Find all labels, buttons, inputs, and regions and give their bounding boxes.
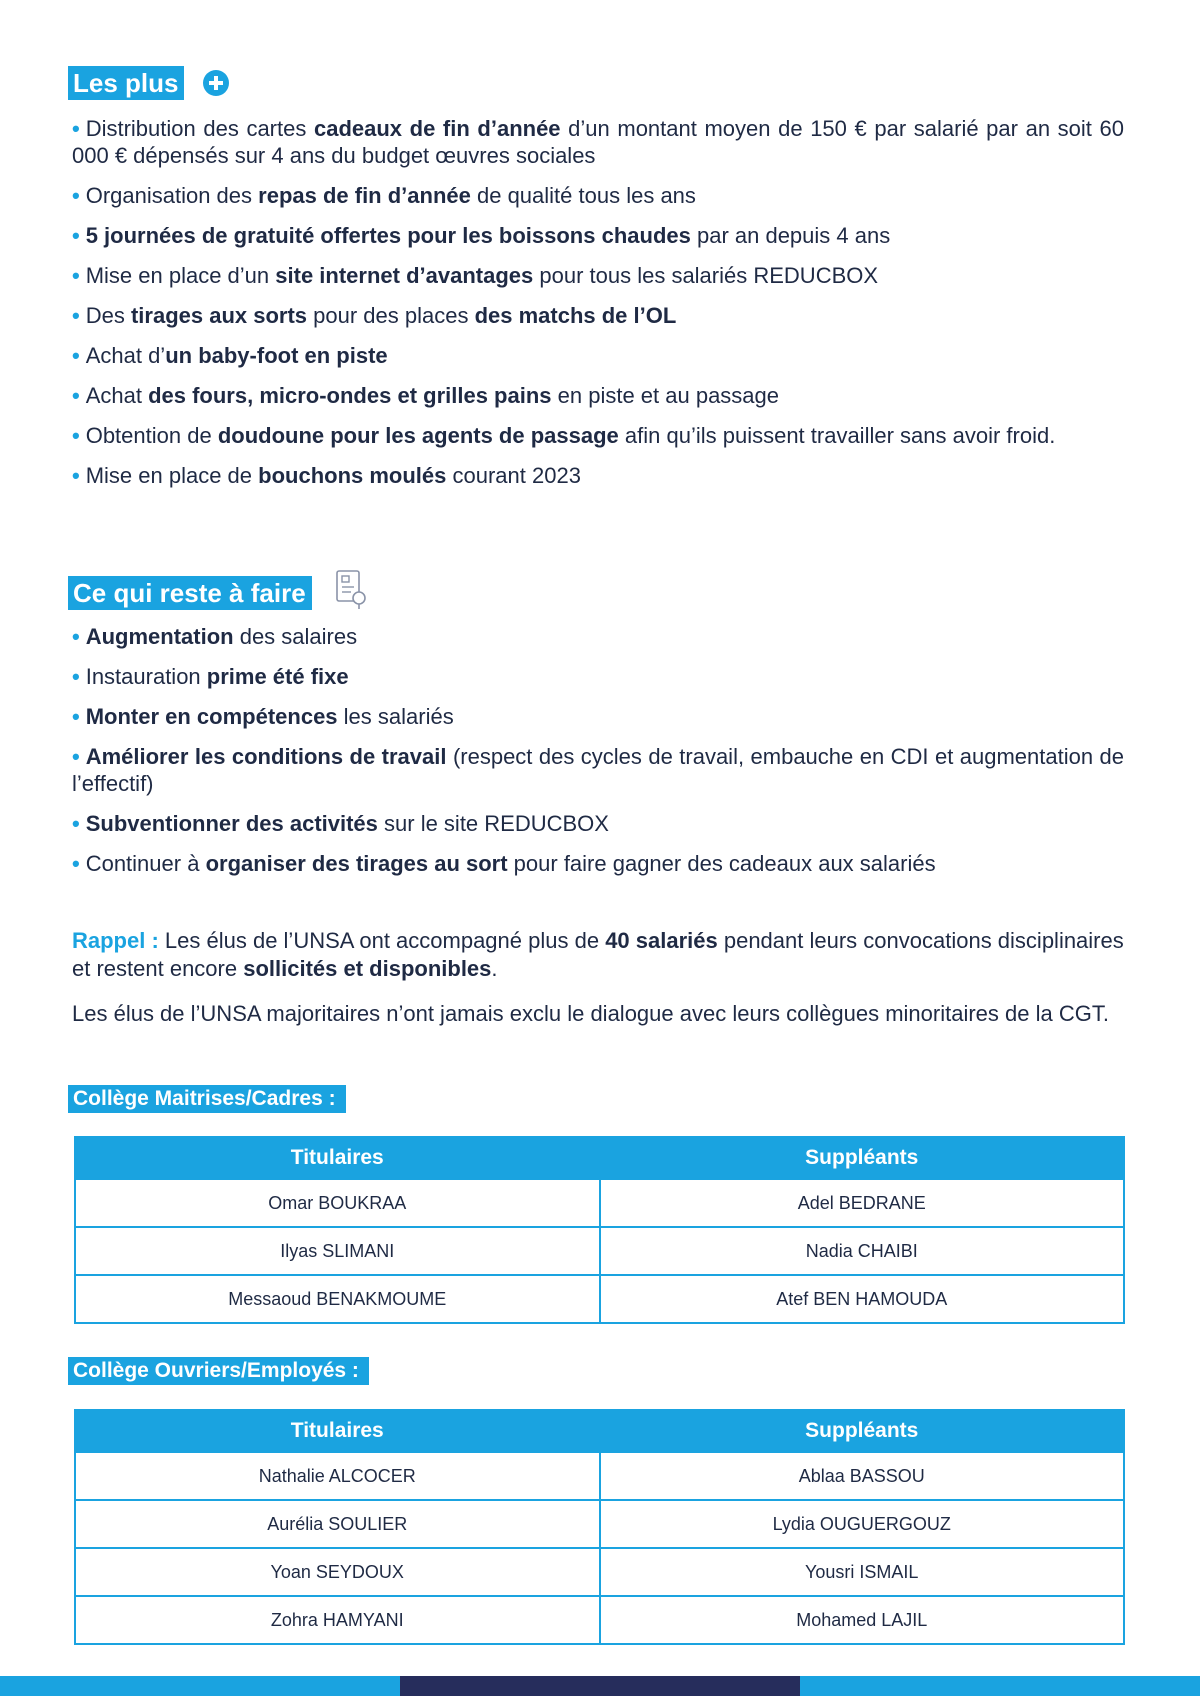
table-row — [75, 1227, 1124, 1275]
text: par an depuis 4 ans — [690, 223, 891, 248]
text: Obtention de — [85, 423, 218, 448]
text: pour des places — [307, 303, 475, 328]
bullet-icon: • — [72, 183, 80, 208]
bullet-icon: • — [72, 463, 80, 488]
titulaire-name: Aurélia SOULIER — [75, 1500, 600, 1548]
list-item — [72, 462, 1124, 489]
checklist-search-icon — [334, 569, 370, 611]
list-item — [72, 342, 1124, 369]
college-cadres-table — [74, 1136, 1125, 1324]
les-plus-list — [72, 115, 1124, 489]
bold-text: bouchons moulés — [258, 463, 447, 488]
text: sur le site REDUCBOX — [377, 811, 609, 836]
bullet-icon: • — [72, 223, 80, 248]
text: Organisation des — [85, 183, 259, 208]
bullet-icon: • — [72, 624, 80, 649]
bold-text: Monter en compétences — [85, 704, 338, 729]
bullet-icon: • — [72, 383, 80, 408]
suppleant-name: Lydia OUGUERGOUZ — [600, 1500, 1125, 1548]
college-ouvriers-heading: Collège Ouvriers/Employés : — [68, 1357, 369, 1385]
bullet-icon: • — [72, 744, 80, 769]
list-item — [72, 623, 1124, 650]
bold-text: des matchs de l’OL — [474, 303, 677, 328]
bold-text: cadeaux de fin d’année — [313, 116, 561, 141]
rappel-bold-1: 40 salariés — [605, 928, 718, 953]
text: courant 2023 — [446, 463, 581, 488]
bold-text: prime été fixe — [206, 664, 349, 689]
text: Achat — [85, 383, 149, 408]
list-item — [72, 182, 1124, 209]
header-suppleants: Suppléants — [600, 1410, 1125, 1452]
reste-a-faire-list — [72, 623, 1124, 877]
bold-text: un baby-foot en piste — [165, 343, 388, 368]
rappel-label: Rappel : — [72, 928, 159, 953]
list-item — [72, 663, 1124, 690]
text: (respect des cycles de travail, embauche en CDI et augmentation de l’effectif) — [72, 744, 1124, 796]
titulaire-name: Yoan SEYDOUX — [75, 1548, 600, 1596]
bullet-icon: • — [72, 263, 80, 288]
rappel-paragraph — [72, 927, 1124, 983]
bold-text: Subventionner des activités — [85, 811, 378, 836]
list-item — [72, 422, 1124, 449]
rappel-text-2: pendant leurs convocations disciplinaires et restent encore — [72, 928, 1124, 981]
bullet-icon: • — [72, 423, 80, 448]
list-item — [72, 703, 1124, 730]
suppleant-name: Ablaa BASSOU — [600, 1452, 1125, 1500]
bold-text: doudoune pour les agents de passage — [217, 423, 619, 448]
reste-a-faire-heading: Ce qui reste à faire — [68, 576, 312, 610]
bold-text: des fours, micro-ondes et grilles pains — [148, 383, 552, 408]
header-titulaires: Titulaires — [75, 1137, 600, 1179]
suppleant-name: Adel BEDRANE — [600, 1179, 1125, 1227]
titulaire-name: Zohra HAMYANI — [75, 1596, 600, 1644]
titulaire-name: Ilyas SLIMANI — [75, 1227, 600, 1275]
college-ouvriers-table — [74, 1409, 1125, 1645]
header-suppleants: Suppléants — [600, 1137, 1125, 1179]
suppleant-name: Yousri ISMAIL — [600, 1548, 1125, 1596]
rappel-text-3: . — [491, 956, 498, 981]
bold-text: tirages aux sorts — [130, 303, 308, 328]
plus-circle-icon — [202, 69, 230, 97]
bold-text: Augmentation — [85, 624, 234, 649]
bold-text: site internet d’avantages — [275, 263, 534, 288]
text: des salaires — [233, 624, 358, 649]
les-plus-heading: Les plus — [68, 66, 184, 100]
text: Instauration — [85, 664, 207, 689]
text: afin qu’ils puissent travailler sans avoir froid. — [618, 423, 1056, 448]
titulaire-name: Nathalie ALCOCER — [75, 1452, 600, 1500]
table-row — [75, 1596, 1124, 1644]
text: pour tous les salariés REDUCBOX — [533, 263, 879, 288]
text: Continuer à — [85, 851, 206, 876]
table-row — [75, 1275, 1124, 1323]
bullet-icon: • — [72, 303, 80, 328]
text: Mise en place d’un — [85, 263, 276, 288]
list-item — [72, 743, 1124, 797]
table-row — [75, 1548, 1124, 1596]
list-item — [72, 222, 1124, 249]
text: Mise en place de — [85, 463, 259, 488]
rappel-text-1: Les élus de l’UNSA ont accompagné plus de — [158, 928, 606, 953]
bullet-icon: • — [72, 343, 80, 368]
bullet-icon: • — [72, 851, 80, 876]
bold-text: organiser des tirages au sort — [205, 851, 508, 876]
list-item — [72, 810, 1124, 837]
text: en piste et au passage — [551, 383, 780, 408]
unsa-dialogue-paragraph: Les élus de l’UNSA majoritaires n’ont jamais exclu le dialogue avec leurs collègues minoritaires de la CGT. — [72, 1001, 1109, 1026]
list-item — [72, 262, 1124, 289]
suppleant-name: Nadia CHAIBI — [600, 1227, 1125, 1275]
list-item — [72, 115, 1124, 169]
titulaire-name: Messaoud BENAKMOUME — [75, 1275, 600, 1323]
table-row — [75, 1452, 1124, 1500]
list-item — [72, 302, 1124, 329]
text: Achat d’ — [85, 343, 166, 368]
footer-bar-accent — [400, 1676, 800, 1696]
titulaire-name: Omar BOUKRAA — [75, 1179, 600, 1227]
table-row — [75, 1179, 1124, 1227]
text: Des — [85, 303, 131, 328]
table-header-row — [75, 1410, 1124, 1452]
text: Distribution des cartes — [85, 116, 314, 141]
text: de qualité tous les ans — [470, 183, 696, 208]
list-item — [72, 850, 1124, 877]
suppleant-name: Mohamed LAJIL — [600, 1596, 1125, 1644]
text: d’un montant moyen de 150 € par salarié par an soit 60 000 € dépensés sur 4 ans du budget œuvres sociales — [72, 116, 1124, 168]
bullet-icon: • — [72, 704, 80, 729]
rappel-bold-2: sollicités et disponibles — [243, 956, 492, 981]
bullet-icon: • — [72, 664, 80, 689]
bullet-icon: • — [72, 811, 80, 836]
table-header-row — [75, 1137, 1124, 1179]
suppleant-name: Atef BEN HAMOUDA — [600, 1275, 1125, 1323]
text: pour faire gagner des cadeaux aux salariés — [507, 851, 936, 876]
bold-text: repas de fin d’année — [258, 183, 471, 208]
table-row — [75, 1500, 1124, 1548]
list-item — [72, 382, 1124, 409]
bold-text: Améliorer les conditions de travail — [85, 744, 447, 769]
header-titulaires: Titulaires — [75, 1410, 600, 1452]
bullet-icon: • — [72, 116, 80, 141]
text: les salariés — [337, 704, 454, 729]
college-cadres-heading: Collège Maitrises/Cadres : — [68, 1085, 346, 1113]
bold-text: 5 journées de gratuité offertes pour les boissons chaudes — [85, 223, 691, 248]
